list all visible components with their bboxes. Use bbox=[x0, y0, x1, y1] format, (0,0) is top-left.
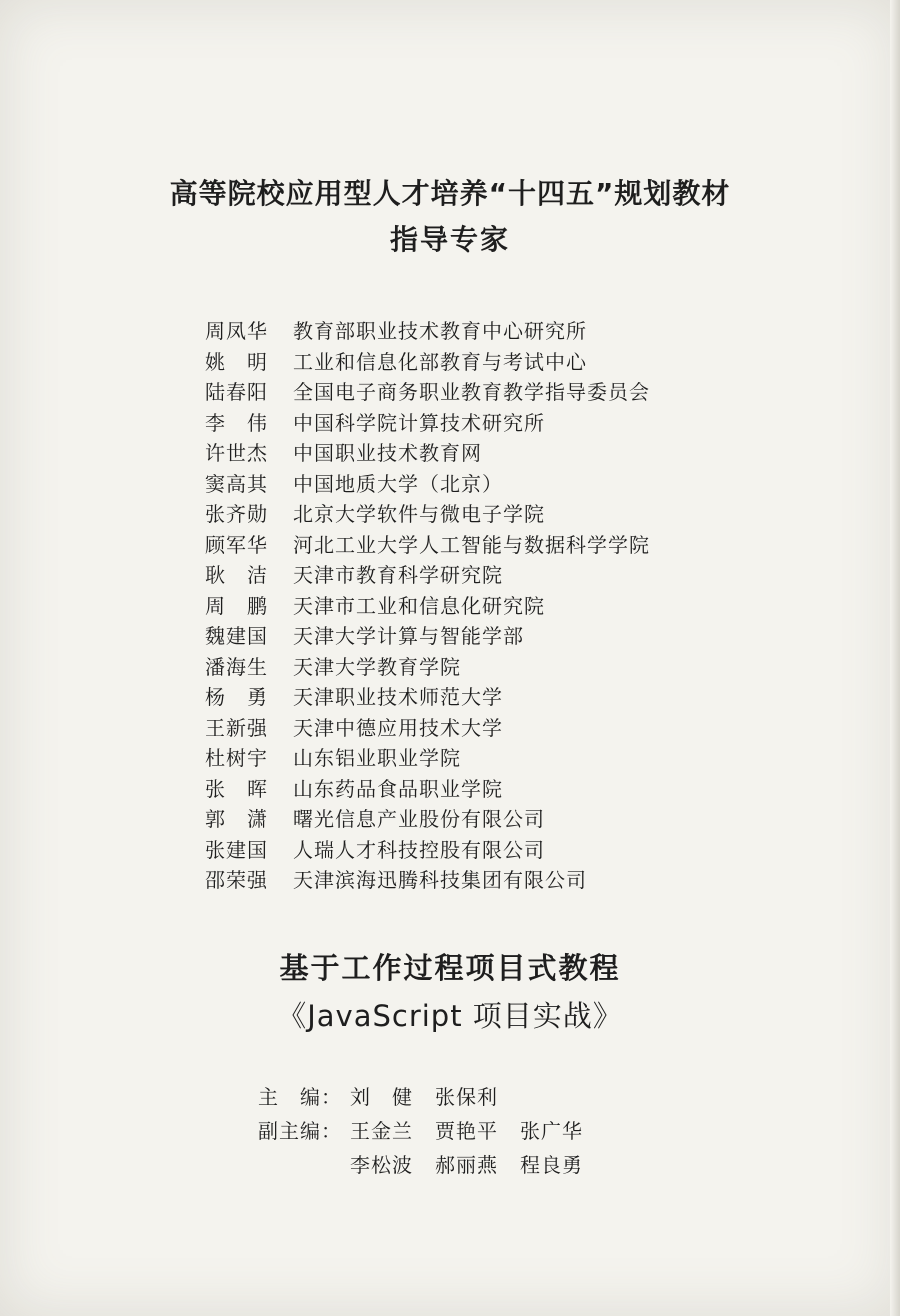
deputy-editor-name: 郝丽燕 bbox=[435, 1153, 498, 1177]
deputy-editor-name: 李松波 bbox=[350, 1153, 413, 1177]
expert-org: 天津滨海迅腾科技集团有限公司 bbox=[293, 868, 587, 892]
expert-org: 工业和信息化部教育与考试中心 bbox=[293, 349, 587, 374]
expert-org: 天津大学计算与智能学部 bbox=[293, 624, 524, 648]
expert-row bbox=[205, 682, 725, 713]
expert-org: 山东药品食品职业学院 bbox=[293, 776, 503, 801]
expert-org: 天津市教育科学研究院 bbox=[293, 563, 503, 587]
deputy-editor-row bbox=[258, 1148, 678, 1182]
expert-org: 北京大学软件与微电子学院 bbox=[293, 502, 545, 526]
series-heading bbox=[0, 172, 900, 264]
series-title: 高等院校应用型人才培养“十四五”规划教材 bbox=[169, 177, 731, 210]
chief-editor-name: 张保利 bbox=[435, 1085, 498, 1109]
expert-name: 张 晖 bbox=[205, 776, 268, 801]
expert-org: 河北工业大学人工智能与数据科学学院 bbox=[293, 532, 650, 557]
expert-name: 窦高其 bbox=[205, 471, 268, 496]
book-subtitle: 基于工作过程项目式教程 bbox=[279, 951, 621, 985]
experts-list bbox=[205, 316, 725, 896]
expert-row bbox=[205, 591, 725, 622]
expert-name: 张建国 bbox=[205, 837, 268, 862]
expert-name: 邵荣强 bbox=[205, 868, 268, 892]
deputy-editor-name: 张广华 bbox=[520, 1119, 583, 1143]
chief-editor-name: 刘 健 bbox=[350, 1085, 413, 1109]
chief-editor-row bbox=[258, 1080, 678, 1114]
expert-name: 耿 洁 bbox=[205, 563, 268, 587]
expert-row bbox=[205, 377, 725, 408]
expert-org: 天津大学教育学院 bbox=[293, 654, 461, 679]
expert-org: 曙光信息产业股份有限公司 bbox=[293, 807, 545, 831]
expert-org: 全国电子商务职业教育教学指导委员会 bbox=[293, 380, 650, 404]
expert-org: 天津中德应用技术大学 bbox=[293, 715, 503, 740]
expert-row bbox=[205, 316, 725, 347]
expert-org: 中国科学院计算技术研究所 bbox=[293, 410, 545, 435]
expert-row bbox=[205, 408, 725, 439]
expert-row bbox=[205, 560, 725, 591]
expert-row bbox=[205, 835, 725, 866]
expert-row bbox=[205, 865, 725, 896]
expert-name: 郭 潇 bbox=[205, 807, 268, 831]
expert-name: 顾军华 bbox=[205, 532, 268, 557]
expert-name: 杜树宇 bbox=[205, 746, 268, 770]
expert-org: 天津市工业和信息化研究院 bbox=[293, 593, 545, 618]
expert-row bbox=[205, 743, 725, 774]
expert-name: 周凤华 bbox=[205, 319, 268, 343]
series-subtitle: 指导专家 bbox=[389, 223, 510, 256]
expert-name: 姚 明 bbox=[205, 349, 268, 374]
expert-org: 山东铝业职业学院 bbox=[293, 746, 461, 770]
expert-name: 张齐勋 bbox=[205, 502, 268, 526]
chief-editor-label: 主 编： bbox=[258, 1085, 342, 1109]
deputy-editor-label: 副主编： bbox=[258, 1119, 342, 1143]
expert-name: 魏建国 bbox=[205, 624, 268, 648]
expert-org: 天津职业技术师范大学 bbox=[293, 685, 503, 709]
expert-org: 教育部职业技术教育中心研究所 bbox=[293, 319, 587, 343]
deputy-editor-row bbox=[258, 1114, 678, 1148]
expert-name: 杨 勇 bbox=[205, 685, 268, 709]
expert-row bbox=[205, 621, 725, 652]
expert-row bbox=[205, 469, 725, 500]
expert-row bbox=[205, 499, 725, 530]
expert-name: 王新强 bbox=[205, 715, 268, 740]
book-title: 《JavaScript 项目实战》 bbox=[277, 999, 623, 1033]
expert-org: 人瑞人才科技控股有限公司 bbox=[293, 837, 545, 862]
expert-row bbox=[205, 804, 725, 835]
expert-row bbox=[205, 347, 725, 378]
expert-name: 许世杰 bbox=[205, 441, 268, 465]
expert-row bbox=[205, 652, 725, 683]
book-heading bbox=[0, 944, 900, 1040]
show-through-text bbox=[760, 262, 888, 285]
expert-name: 周 鹏 bbox=[205, 593, 268, 618]
expert-name: 潘海生 bbox=[205, 654, 268, 679]
deputy-editor-name: 程良勇 bbox=[520, 1153, 583, 1177]
editors-block bbox=[258, 1080, 678, 1182]
deputy-editor-name: 贾艳平 bbox=[435, 1119, 498, 1143]
expert-row bbox=[205, 774, 725, 805]
deputy-editor-name: 王金兰 bbox=[350, 1119, 413, 1143]
expert-org: 中国地质大学（北京） bbox=[293, 471, 503, 496]
expert-name: 李 伟 bbox=[205, 410, 268, 435]
expert-row bbox=[205, 530, 725, 561]
expert-row bbox=[205, 713, 725, 744]
expert-row bbox=[205, 438, 725, 469]
expert-name: 陆春阳 bbox=[205, 380, 268, 404]
expert-org: 中国职业技术教育网 bbox=[293, 441, 482, 465]
